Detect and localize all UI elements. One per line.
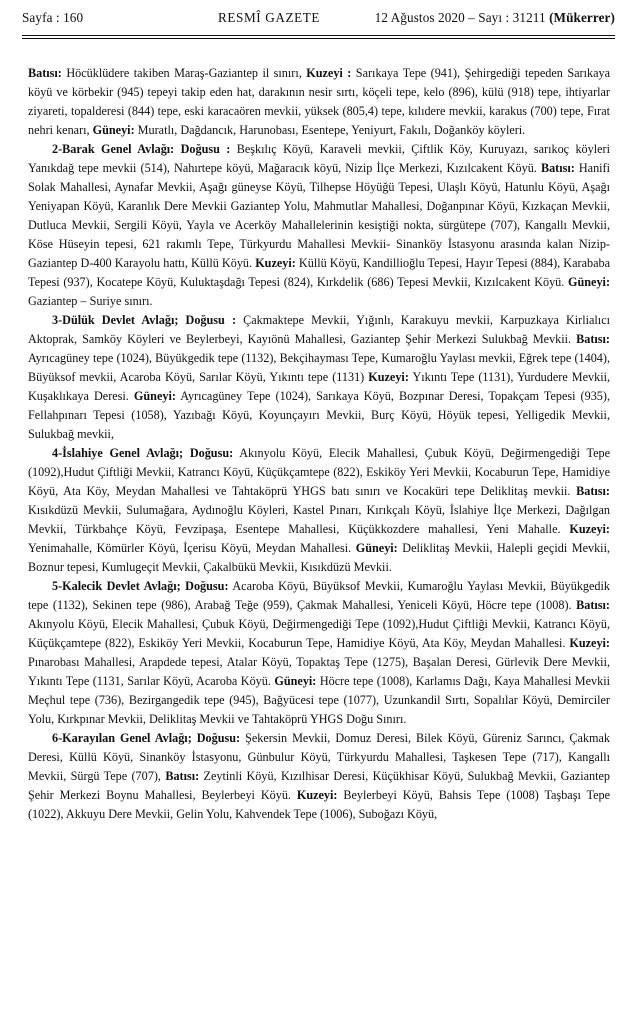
bold-label: Kuzeyi: xyxy=(255,256,296,270)
paragraph-text: Pınarobası Mahallesi, Arapdede tepesi, Atalar Köyü, Topaktaş Tepe (1275), Başalan Deresi, Gürlevik Dere Mevkii, Yıkıntı Tepe (1131, Sarılar Köyü, Acaroba Köyü. xyxy=(28,655,610,688)
paragraph-text: Küllü Köyü, Kandillioğlu Tepesi, Hayır Tepesi (884), Karababa Tepesi (937), Kocatepe Köyü, Kuluktaşdağı Tepesi (824), Kırkdelik (686) Tepesi Mevkii, Kızılcakent Köyü. xyxy=(28,256,610,289)
bold-label: Batısı: xyxy=(576,332,610,346)
paragraph xyxy=(28,311,610,444)
paragraph xyxy=(28,729,610,824)
paragraph-text: Yıkıntı Tepe (1131), Yurdudere Mevkii, Kuşaklıkaya Deresi. xyxy=(28,370,611,403)
bold-label: Batısı: xyxy=(540,161,575,175)
bold-label: Kuzeyi: xyxy=(569,636,610,650)
header-rule-top xyxy=(22,35,615,36)
bold-label: 3-Dülük Devlet Avlağı; Doğusu : xyxy=(52,313,237,327)
paragraph xyxy=(28,140,610,311)
paragraph xyxy=(28,64,610,140)
paragraph-text: Beşkılıç Köyü, Karaveli mevkii, Çiftlik Köy, Kuruyazı, sarıkoç köyleri Yanıkdağ tepe mevkii (514), Nahırtepe köyü, Mağaracık köyü, Nizip İlçe Merkezi, Kızılcakent Köyü. xyxy=(28,142,610,175)
paragraph xyxy=(28,444,610,577)
paragraph-text: Çakmaktepe Mevkii, Yığınlı, Karakuyu mevkii, Karpuzkaya Kirlialıcı Aktoprak, Samköy Köyleri ve Beylerbeyi, Kayıönü Mahallesi, Gaziantep Şehir Merkezi Sulukbağ Mevkii. xyxy=(28,313,610,346)
paragraph-text: Şekersin Mevkii, Domuz Deresi, Bilek Köyü, Güreniz Sarıncı, Çakmak Deresi, Küllü Köyü, Sinanköy İstasyonu, Günbulur Köyü, Türkyurdu Mahallesi, Taşkesen Tepe (717), Kangallı Mevkii, Sürgü Tepe (707), xyxy=(28,731,610,783)
paragraph-text: Gaziantep – Suriye sınırı. xyxy=(28,294,153,308)
bold-label: Güneyi: xyxy=(355,541,398,555)
bold-label: Güneyi: xyxy=(274,674,317,688)
issue-extra: (Mükerrer) xyxy=(549,10,615,25)
bold-label: 6-Karayılan Genel Avlağı; Doğusu: xyxy=(52,731,241,745)
paragraph-text: Akınyolu Köyü, Elecik Mahallesi, Çubuk Köyü, Değirmengediği Tepe (1092),Hudut Çiftliği Mevkii, Katrancı Köyü, Küçükçamtepe (822), Eskiköy Yeri Mevkii, Kocaburun Tepe, Hamidiye Köyü, Ata Köy, Meydan Mahallesi ve Tahtaköprü YHGS batı sınırı ve Kocaküri tepe Deliklitaş mevkii. xyxy=(28,446,610,498)
paragraph xyxy=(28,577,610,729)
publication-title: RESMÎ GAZETE xyxy=(218,10,321,25)
paragraph-text: Höcre tepe (1008), Karlamıs Dağı, Kaya Mahallesi Mevkii Meçhul tepe (736), Bezirgangedik tepe (945), Bağyücesi tepe (1077), Uzunkandil Sırtı, Sopalılar Köyü, Demirciler Yolu, Kırkpınar Mevkii, Deliklitaş Mevkii ve Tahtaköprü YHGS Doğu Sınırı. xyxy=(28,674,610,726)
paragraph-text: Deliklitaş Mevkii, Halepli geçidi Mevkii, Boznur tepesi, Kumlugeçit Mevkii, Çakalbükü Mevkii, Kısıkdüzü Mevkii. xyxy=(28,541,610,574)
paragraph-text: Muratlı, Dağdancık, Harunobası, Esentepe, Yeniyurt, Fakılı, Doğanköy köyleri. xyxy=(134,123,526,137)
paragraph-text: Ayrıcagüney tepe (1024), Büyükgedik tepe (1132), Bekçihayması Tepe, Kumaroğlu Yaylası mevkii, Eğrek tepe (1404), Büyüksof mevkii, Acaroba Köyü, Sarılar Köyü, Yıkıntı tepe (1131) xyxy=(28,351,610,384)
paragraph-text: Hanifi Solak Mahallesi, Aynafar Mevkii, Aşağı güneyse Köyü, Tilhepse Höyüğü Tepesi, Ulaşlı Köyü, Hatunlu Köyü, Aşağı Yeniyapan Köyü, Karanlık Dere Mevkii Gaziantep Yolu, Mahmutlar Mahallesi, Doğanpınar Köyü, Kızkaçan Mevkii, Dutluca Mevkii, Sergili Köyü, Yayla ve Acerköy Mahallelerinin kesiştiği nokta, sürgütepe (707), Kangallı Mevkii, Köse Hüseyin tepesi, 621 rakımlı Tepe, Türkyurdu Mahallesi Mevkii- Sinanköy İstasyonu arasında kalan Nizip-Gaziantep D-400 Karayolu hattı, Küllü Köyü. xyxy=(28,161,611,270)
paragraph-text: Acaroba Köyü, Büyüksof Mevkii, Kumaroğlu Yaylası Mevkii, Büyükgedik tepe (1132), Sekinen tepe (986), Arabağ Teğe (959), Çakmak Mahallesi, Yeniceli Köyü, Höcre tepe (1008). xyxy=(28,579,610,612)
bold-label: Güneyi: xyxy=(133,389,176,403)
bold-label: 5-Kalecik Devlet Avlağı; Doğusu: xyxy=(52,579,229,593)
bold-label: Batısı: xyxy=(165,769,200,783)
paragraph-text: Yenimahalle, Kömürler Köyü, İçerisu Köyü, Meydan Mahallesi. xyxy=(28,541,356,555)
bold-label: Kuzeyi: xyxy=(296,788,338,802)
bold-label: Kuzeyi: xyxy=(569,522,610,536)
issue-date: 12 Ağustos 2020 – Sayı : 31211 xyxy=(374,10,546,25)
paragraph-text: Zeytinli Köyü, Kızılhisar Deresi, Küçükhisar Köyü, Sulukbağ Mevkii, Gaziantep Şehir Merkezi Boynu Mahallesi, Beylerbeyi Köyü. xyxy=(28,769,610,802)
paragraph-text: Ayrıcagüney Tepe (1024), Sarıkaya Köyü, Bozpınar Deresi, Topakçam Tepesi (935), Fellahpınarı Tepesi (1058), Yazıbağı Köyü, Koyunçayırı Mevkii, Burç Köyü, Höyük tepesi, Yelligedik Mevkii, Sulukbağ mevkii, xyxy=(28,389,610,441)
bold-label: Kuzeyi : xyxy=(306,66,352,80)
bold-label: Batısı: xyxy=(576,598,610,612)
bold-label: 4-İslahiye Genel Avlağı; Doğusu: xyxy=(52,446,234,460)
page-header xyxy=(22,10,615,32)
bold-label: Kuzeyi: xyxy=(368,370,409,384)
paragraph-text: Akınyolu Köyü, Elecik Mahallesi, Çubuk Köyü, Değirmengediği Tepe (1092),Hudut Çiftliği Mevkii, Katrancı Köyü, Küçükçamtepe (822), Eskiköy Yeri Mevkii, Kocaburun Tepe, Hamidiye Köyü, Ata Köy, Meydan Mahallesi. xyxy=(28,617,610,650)
bold-label: Batısı: xyxy=(28,66,62,80)
bold-label: Batısı: xyxy=(576,484,610,498)
bold-label: Güneyi: xyxy=(568,275,610,289)
paragraph-text: Kısıkdüzü Mevkii, Sulumağara, Aydınoğlu Köyleri, Kastel Pınarı, Kırıkçalı Köyü, İslahiye İlçe Merkezi, Dağılgan Mevkii, Türkbahçe Köyü, Fevzipaşa, Esentepe Mahallesi, Küçükkozdere mahallesi, Yeni Mahalle. xyxy=(28,503,610,536)
bold-label: 2-Barak Genel Avlağı: Doğusu : xyxy=(52,142,231,156)
paragraph-text: Höcüklüdere takiben Maraş-Gaziantep il sınırı, xyxy=(61,66,307,80)
bold-label: Güneyi: xyxy=(92,123,135,137)
document-body xyxy=(28,64,610,824)
paragraph-text: Beylerbeyi Köyü, Bahsis Tepe (1008) Taşbaşı Tepe (1022), Akkuyu Dere Mevkii, Gelin Yolu, Kahvendek Tepe (1006), Suboğazı Köyü, xyxy=(28,788,610,821)
issue-info xyxy=(375,10,615,26)
paragraph-text: Sarıkaya Tepe (941), Şehirgediği tepeden Sarıkaya köyü ve körbekir (945) tepeyi takip eden hat, darakının nesir sırtı, köçeli tepe, kelo (896), külü (918) tepe, ihtiyarlar ziyareti, topalderesi (844) tepe, eski karacaören mevkii, yüksek (805,4) tepe, kılıdere mevkii, karakus (700) tepe, Fırat nehri kenarı, xyxy=(28,66,610,137)
header-rule-bottom xyxy=(22,38,615,39)
page-number: Sayfa : 160 xyxy=(22,10,84,25)
